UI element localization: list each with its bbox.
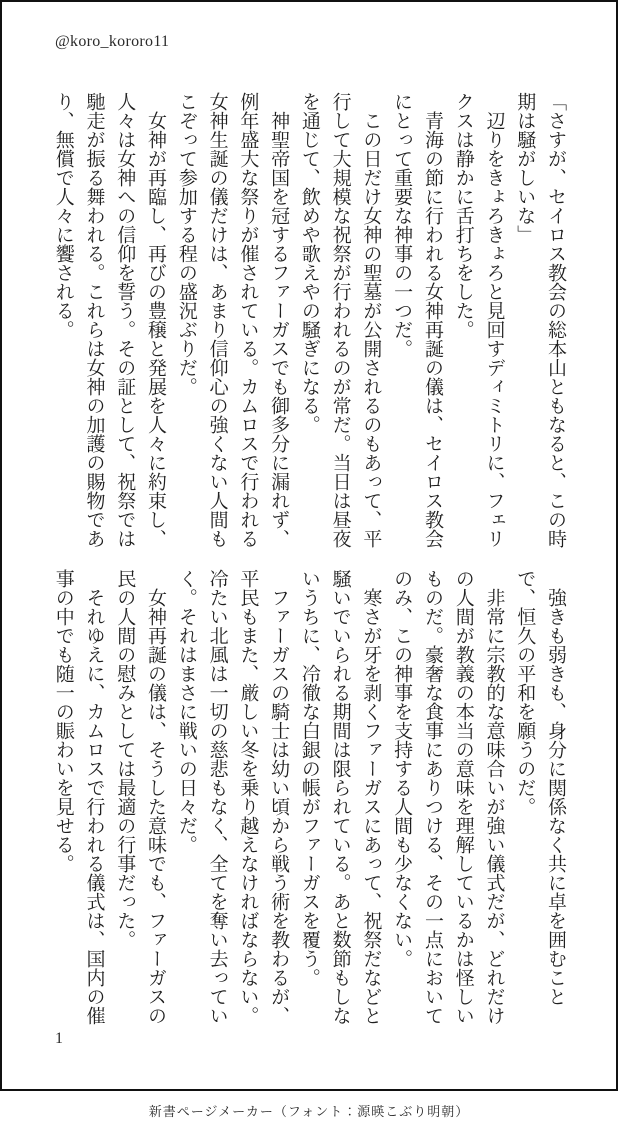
page-number: 1 [55, 1030, 63, 1047]
text-block-bottom [47, 569, 570, 1028]
text-block-top [47, 92, 570, 551]
paragraph: 「さすが、セイロス教会の総本山ともなると、この時期は騒がしいな」 [514, 92, 566, 548]
paragraph: それゆえに、カムロスで行われる儀式は、国内の催事の中でも随一の賑わいを見せる。 [52, 569, 105, 1025]
paragraph: 女神再誕の儀は、そうした意味でも、ファーガスの民の人間の慰みとしては最適の行事だった。 [114, 569, 167, 1025]
generator-caption: 新書ページメーカー（フォント：源暎こぶり明朝） [148, 1104, 470, 1119]
paragraph: 女神が再臨し、再びの豊穣と発展を人々に約束し、人々は女神への信仰を誓う。その証として、祝祭では馳走が振る舞われる。これらは女神の加護の賜物であり、無償で人々に饗される。 [52, 92, 167, 548]
paragraph: 非常に宗教的な意味合いが強い儀式だが、どれだけの人間が教義の本当の意味を理解しているかは怪しいものだ。豪奢な食事にありつける、その一点においてのみ、この神事を支持する人間も少なくない。 [391, 569, 505, 1025]
paragraph: 寒さが牙を剥くファーガスにあって、祝祭だなどと騒いでいられる期間は限られている。あと数節もしないうちに、冷徹な白銀の帳がファーガスを覆う。 [298, 569, 382, 1025]
paragraph: 辺りをきょろきょろと見回すディミトリに、フェリクスは静かに舌打ちをした。 [452, 92, 505, 548]
author-handle: @koro_kororo11 [55, 33, 170, 50]
paragraph: この日だけ女神の聖墓が公開されるのもあって、平行して大規模な祝祭が行われるのが常だ。当日は昼夜を通じて、飲めや歌えやの騒ぎになる。 [298, 92, 382, 548]
paragraph: ファーガスの騎士は幼い頃から戦う術を教わるが、平民もまた、厳しい冬を乗り越えなければならない。冷たい北風は一切の慈悲もなく、全てを奪い去っていく。それはまさに戦いの日々だ。 [175, 569, 290, 1025]
paragraph: 青海の節に行われる女神再誕の儀は、セイロス教会にとって重要な神事の一つだ。 [391, 92, 443, 548]
paragraph: 神聖帝国を冠するファーガスでも御多分に漏れず、例年盛大な祭りが催されている。カムロスで行われる女神生誕の儀だけは、あまり信仰心の強くない人間もこぞって参加する程の盛況ぶりだ。 [175, 92, 290, 548]
paragraph: 強きも弱きも、身分に関係なく共に卓を囲むことで、恒久の平和を願うのだ。 [514, 569, 566, 1006]
